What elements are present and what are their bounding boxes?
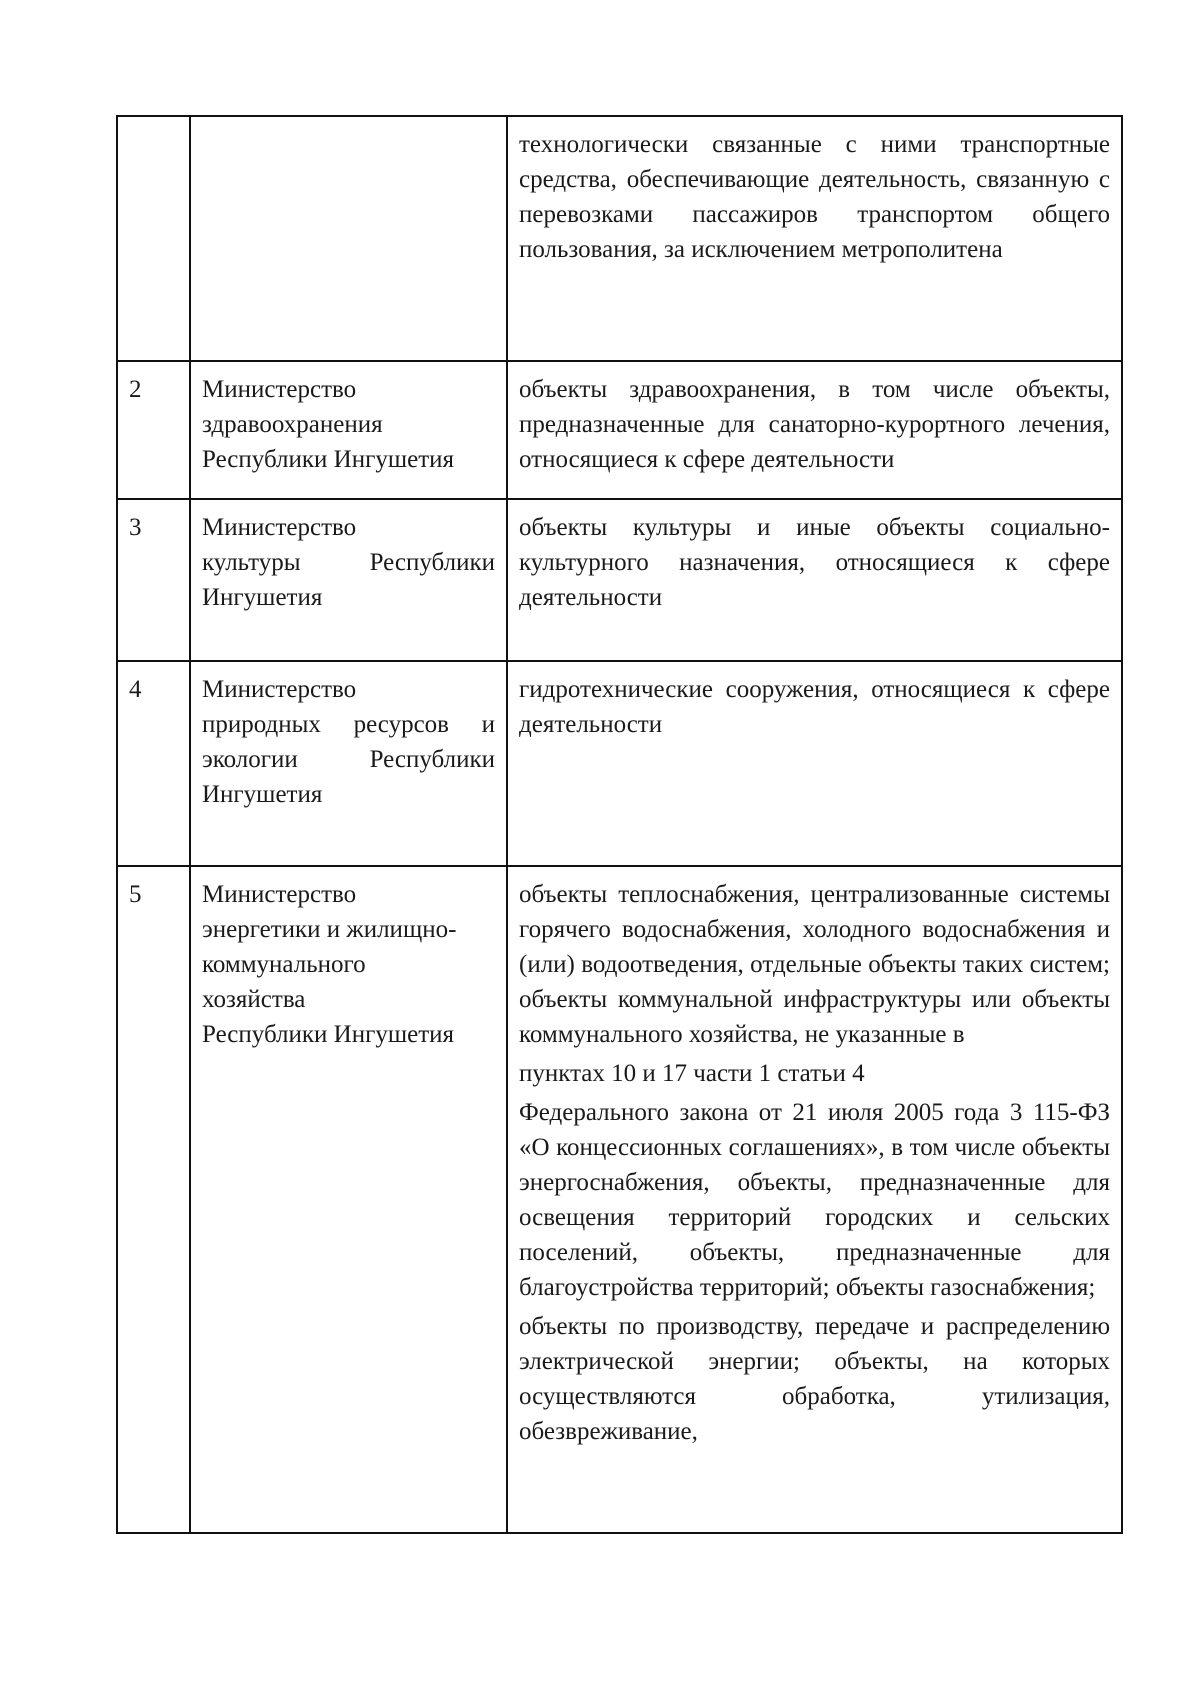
- organization-line: Республики Ингушетия: [202, 1021, 455, 1048]
- organization-line: Республики Ингушетия: [202, 446, 455, 473]
- row-number-cell: 4: [117, 661, 190, 866]
- organization-line: природных ресурсов и: [202, 711, 495, 738]
- organization-line: Министерство: [202, 676, 357, 703]
- table-row: [117, 661, 1122, 866]
- table-row: [117, 499, 1122, 661]
- objects-paragraph: технологически связанные с ними транспортные средства, обеспечивающие деятельность, связанную с перевозками пассажиров транспортом общего пользования, за исключением метрополитена: [519, 131, 1110, 263]
- objects-cell: [507, 116, 1122, 361]
- organization-cell: [190, 116, 507, 361]
- objects-cell: [507, 866, 1122, 1533]
- objects-cell: [507, 499, 1122, 661]
- organization-cell: [190, 866, 507, 1533]
- table-row: [117, 361, 1122, 499]
- objects-paragraph: Федерального закона от 21 июля 2005 года 3 115-ФЗ «О концессионных соглашениях», в том числе объекты энергоснабжения, объекты, предназначенные для освещения территорий городских и сельских поселений, объекты, предназначенные для благоустройства территорий; объекты газоснабжения;: [519, 1099, 1110, 1301]
- objects-paragraph: объекты культуры и иные объекты социально-культурного назначения, относящиеся к сфере деятельности: [519, 514, 1110, 611]
- organization-line: Ингушетия: [202, 781, 323, 808]
- table-row: [117, 116, 1122, 361]
- row-number-cell: 5: [117, 866, 190, 1533]
- organization-line: культуры Республики: [202, 549, 495, 576]
- table-row: [117, 866, 1122, 1533]
- organization-cell: [190, 361, 507, 499]
- objects-cell: [507, 361, 1122, 499]
- organization-line: экологии Республики: [202, 746, 495, 773]
- organization-line: Ингушетия: [202, 584, 323, 611]
- organization-line: коммунального: [202, 951, 366, 978]
- organization-line: Министерство: [202, 514, 357, 541]
- organization-line: Министерство: [202, 376, 357, 403]
- objects-cell: [507, 661, 1122, 866]
- objects-paragraph: пунктах 10 и 17 части 1 статьи 4: [519, 1060, 865, 1087]
- organization-line: Министерство: [202, 881, 357, 908]
- objects-paragraph: гидротехнические сооружения, относящиеся к сфере деятельности: [519, 676, 1110, 738]
- objects-table: [116, 115, 1123, 1534]
- organization-cell: [190, 661, 507, 866]
- organization-line: энергетики и жилищно-: [202, 916, 457, 943]
- objects-paragraph: объекты теплоснабжения, централизованные системы горячего водоснабжения, холодного водоснабжения и (или) водоотведения, отдельные объекты таких систем; объекты коммунальной инфраструктуры или объекты коммунального хозяйства, не указанные в: [519, 881, 1110, 1048]
- organization-line: хозяйства: [202, 986, 306, 1013]
- objects-paragraph: объекты здравоохранения, в том числе объекты, предназначенные для санаторно-курортного лечения, относящиеся к сфере деятельности: [519, 376, 1110, 473]
- objects-paragraph: объекты по производству, передаче и распределению электрической энергии; объекты, на которых осуществляются обработка, утилизация, обезвреживание,: [519, 1313, 1110, 1445]
- organization-cell: [190, 499, 507, 661]
- row-number-cell: [117, 116, 190, 361]
- row-number-cell: 2: [117, 361, 190, 499]
- organization-line: здравоохранения: [202, 411, 383, 438]
- row-number-cell: 3: [117, 499, 190, 661]
